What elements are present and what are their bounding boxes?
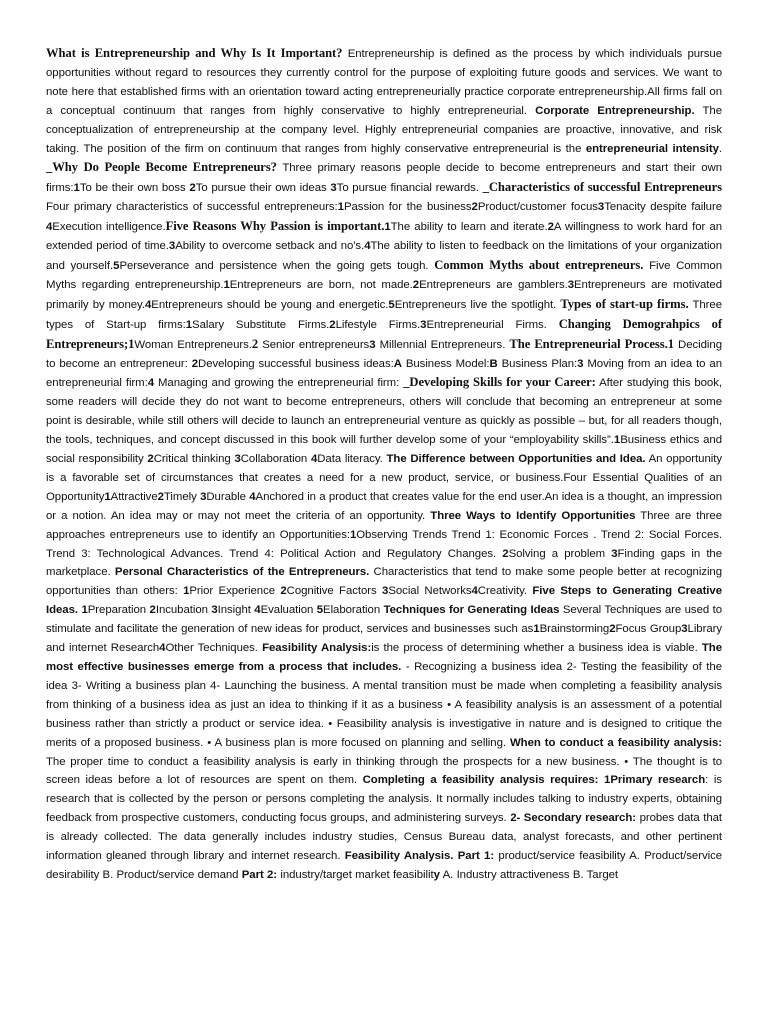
body-text: - Recognizing a business idea 2- Testing the feasibility of the idea 3- Writing a business plan 4- Launching the business. A mental transition must be made when completing a feasibility analysis from thinking of a business idea as just an idea to thinking if it as a business • A feasibility analysis is an assessment of a potential business rather than strictly a product or service idea. • Feasibility analysis is investigative in nature and is designed to critique the merits of a proposed business. • A business plan is more focused on planning and selling. [46,661,722,749]
section-heading: _Why Do People Become Entrepreneurs? [46,160,277,175]
bold-text: 1 [384,221,391,234]
bold-text: 1 [185,318,193,331]
section-heading: _Developing Skills for your Career: [403,375,596,390]
bold-text: Three Ways to Identify Opportunities [430,509,636,522]
bold-text: When to conduct a feasibility analysis: [509,736,723,749]
body-text: Observing Trends Trend 1: Economic Forces . Trend 2: Social Forces. Trend 3: Technological Advances. Trend 4: Political Action and Regulatory Changes. [46,528,722,560]
bold-text: 5 [113,259,120,272]
body-text: probes data that is already collected. The data generally includes industry studies, Census Bureau data, analyst forecasts, and other pertinent information gleaned through library and internet research. [46,812,723,863]
body-text: Lifestyle Firms. [335,318,421,331]
body-text: Evaluation [260,604,317,617]
body-text: Creativity. [477,585,533,598]
body-text: Product/customer focus [477,201,598,214]
bold-text: 2 [280,585,287,598]
bold-text: 4 [147,377,155,390]
body-text: Business Model: [401,357,490,370]
bold-text: B [489,357,498,370]
bold-text: 4 [471,585,478,598]
body-text: Entrepreneurial Firms. [426,318,559,331]
bold-text: Part 2: [241,868,278,881]
body-text: A willingness to work hard for an extended period of time. [46,221,722,253]
body-text: Passion for the business [343,201,472,214]
bold-text: 3 [597,201,605,214]
bold-text: Five Steps to Generating Creative Ideas. [46,585,722,617]
bold-text: 4 [159,642,166,655]
body-text: Timely [163,490,201,503]
section-heading: What is Entrepreneurship and Why Is It Important? [46,46,343,60]
bold-text: The Difference between Opportunities and Idea. [386,453,646,466]
bold-text: 2- Secondary research: [510,812,636,825]
body-text: Cognitive Factors [286,585,383,598]
body-text: To pursue their own ideas [195,182,331,195]
bold-text: 4 [249,490,256,503]
body-text: Millennial Entrepreneurs. [375,338,510,351]
bold-text: 3 [168,240,176,253]
body-text: Entrepreneurship is defined as the process by which individuals pursue opportunities without regard to resources they currently control for the purpose of exploiting future goods and services. We want to note here that established firms with an orientation toward acting entrepreneurially practice corporate entrepreneurship.All firms fall on a conceptual continuum that ranges from highly conservative to highly entrepreneurial. [46,48,722,117]
section-heading: Five Reasons Why Passion is important. [165,219,385,234]
bold-text: Feasibility Analysis: [262,642,372,655]
bold-text: 3 [382,585,389,598]
body-text: Elaboration [323,604,384,617]
body-text: Five Common Myths regarding entrepreneurship. [46,259,722,291]
body-text: product/service feasibility A. Product/service desirability B. Product/service demand [46,850,723,881]
body-text: The proper time to conduct a feasibility analysis is early in thinking through the prospects for a new business. • The thought is to screen ideas before a lot of resources are spent on them. [46,755,722,787]
body-text: Tenacity despite failure [604,201,722,214]
bold-text: 1 [337,201,344,214]
body-text: To be their own boss [79,182,190,195]
body-text: . [718,142,722,155]
body-text: Business Plan: [497,357,578,370]
body-text: industry/target market feasibilit [277,868,434,881]
bold-text: 3 [200,490,207,503]
bold-text: 1 [223,278,230,291]
bold-text: Feasibility Analysis. Part 1: [344,850,495,863]
section-heading: The Entrepreneurial Process.1 [509,336,674,351]
body-text: Focus Group [615,623,682,636]
body-text: : [396,377,404,390]
bold-text: 1 [533,623,540,636]
bold-text: 1 [613,434,621,447]
bold-text: 2 [471,201,478,214]
body-text: Deciding to become an entrepreneur: [46,338,722,370]
body-text: The ability to learn and iterate. [390,221,548,234]
document-body [46,44,722,885]
body-text: Entrepreneurs are gamblers. [419,278,568,291]
bold-text: 1 [183,585,190,598]
body-text: Entrepreneurs live the spotlight. [394,298,561,311]
bold-text: 3 [611,547,618,560]
bold-text: 1 [73,182,80,195]
bold-text: 2 [609,623,616,636]
body-text: Developing successful business ideas: [198,357,394,370]
body-text: Finding gaps in the marketplace. [46,547,722,579]
body-text: Senior entrepreneurs [258,338,370,351]
body-text: Several Techniques are used to stimulate and facilitate the generation of new ideas for product, services and businesses such as [46,604,722,636]
body-text: Social Networks [388,585,472,598]
bold-text: 3 [330,182,337,195]
body-text: A. Industry attractiveness B. Target [439,868,619,881]
bold-text: 4 [254,604,261,617]
bold-text: A [393,357,402,370]
bold-text: 2 [147,453,154,466]
body-text: Anchored in a product that creates value for the end user.An idea is a thought, an impression or a notion. An idea may or may not meet the criteria of an opportunity. [46,490,723,522]
bold-text: 3 [577,357,584,370]
body-text: Three types of Start-up firms: [46,298,722,331]
body-text: Characteristics that tend to make some people better at recognizing opportunities than others: [46,566,723,598]
bold-text: 4 [46,221,53,234]
body-text: Other Techniques. [165,642,263,655]
bold-text: Corporate Entrepreneurship. [535,104,695,117]
body-text: Execution intelligence. [52,221,166,234]
body-text: Brainstorming [539,623,610,636]
body-text: Durable [206,490,250,503]
body-text: To pursue financial rewards. [336,182,483,195]
bold-text: 2 [412,278,420,291]
bold-text: 3 [681,623,688,636]
body-text: Critical thinking [153,453,235,466]
bold-text: 1 [104,490,111,503]
bold-text: 1 [81,604,88,617]
body-text: Library and internet Research [46,623,722,655]
bold-text: Personal Characteristics of the Entrepreneurs. [114,566,370,579]
bold-text: 2 [547,221,554,234]
bold-text: 1 [349,528,357,541]
body-text: Data literacy. [317,453,387,466]
body-text: Four primary characteristics of successful entrepreneurs: [46,201,338,214]
body-text: Woman Entrepreneurs. [134,338,252,351]
section-heading: Changing Demograhpics of Entrepreneurs;1 [46,316,723,351]
section-heading: Common Myths about entrepreneurs. [434,257,644,272]
bold-text: 4 [364,240,371,253]
bold-text: The most effective businesses emerge from a process that includes. [46,642,722,673]
body-text: The conceptualization of entrepreneurship at the company level. Highly entrepreneurial companies are proactive, innovative, and risk taking. The position of the firm on continuum that ranges from highly conservative entrepreneurial is the [46,104,722,155]
body-text: Three are three approaches entrepreneurs use to identify an Opportunities: [46,509,722,541]
bold-text: 3 [211,604,218,617]
body-text: After studying this book, some readers will decide they do not want to become entrepreneurs, others will conclude that becoming an entrepreneur at some point is desirable, while still others will decide to launch an entrepreneurial venture as quickly as possible – but, for all readers though, the tools, techniques, and concept discussed in this book will further develop some of your “employability skills”. [46,377,722,447]
body-text: is the process of determining whether a business idea is viable. [371,642,702,655]
body-text: Salary Substitute Firms. [192,318,330,331]
bold-text: 3 [567,278,574,291]
body-text: Ability to overcome setback and no's. [175,240,365,253]
body-text: Preparation [87,604,150,617]
body-text: The ability to listen to feedback on the limitations of your organization and yourself. [46,240,722,272]
body-text: Moving from an idea to an entrepreneurial firm: [46,357,722,390]
bold-text: Techniques for Generating Ideas [383,604,560,617]
body-text: Incubation [155,604,212,617]
body-text: Attractive [110,490,158,503]
bold-text: 4 [144,298,152,311]
bold-text: entrepreneurial intensity [585,142,719,155]
bold-text: 5 [388,298,395,311]
bold-text: 2 [149,604,156,617]
bold-text: 2 [191,357,199,370]
section-heading: _Characteristics of successful Entrepreneurs [482,180,723,195]
bold-text: 2 [329,318,336,331]
body-text: Insight [217,604,255,617]
body-text: Three primary reasons people decide to become entrepreneurs and start their own firms: [46,162,722,195]
bold-text: Completing a feasibility analysis requires: 1Primary research [362,774,706,787]
body-text: Prior Experience [189,585,281,598]
bold-text: 2 [502,547,509,560]
bold-text: 3 [420,318,427,331]
bold-text: 2 [189,182,196,195]
body-text: An opportunity is a favorable set of circumstances that creates a need for a new product, service, or business.Four Essential Qualities of an Opportunity [46,453,722,503]
body-text: Business ethics and social responsibility [46,434,722,466]
body-text: Entrepreneurs are motivated primarily by money. [46,278,722,311]
bold-text: 4 [310,453,318,466]
body-text: Entrepreneurs should be young and energetic. [151,298,389,311]
section-heading: 2 [251,336,259,351]
body-text: Entrepreneurs are born, not made. [229,278,413,291]
section-heading: Types of start-up firms. [560,296,689,311]
body-text: Perseverance and persistence when the going gets tough. [119,259,435,272]
bold-text: 3 [234,453,241,466]
bold-text: 5 [316,604,324,617]
body-text: Managing and growing the entrepreneurial firm [154,377,397,390]
body-text: : is research that is collected by the person or persons completing the analysis. It normally includes talking to industry experts, obtaining feedback from prospective customers, conducting focus groups, and administering surveys. [46,774,722,825]
body-text: Collaboration [240,453,311,466]
bold-text: y [433,868,440,881]
bold-text: 3 [369,338,376,351]
body-text: Solving a problem [508,547,612,560]
bold-text: 2 [157,490,164,503]
